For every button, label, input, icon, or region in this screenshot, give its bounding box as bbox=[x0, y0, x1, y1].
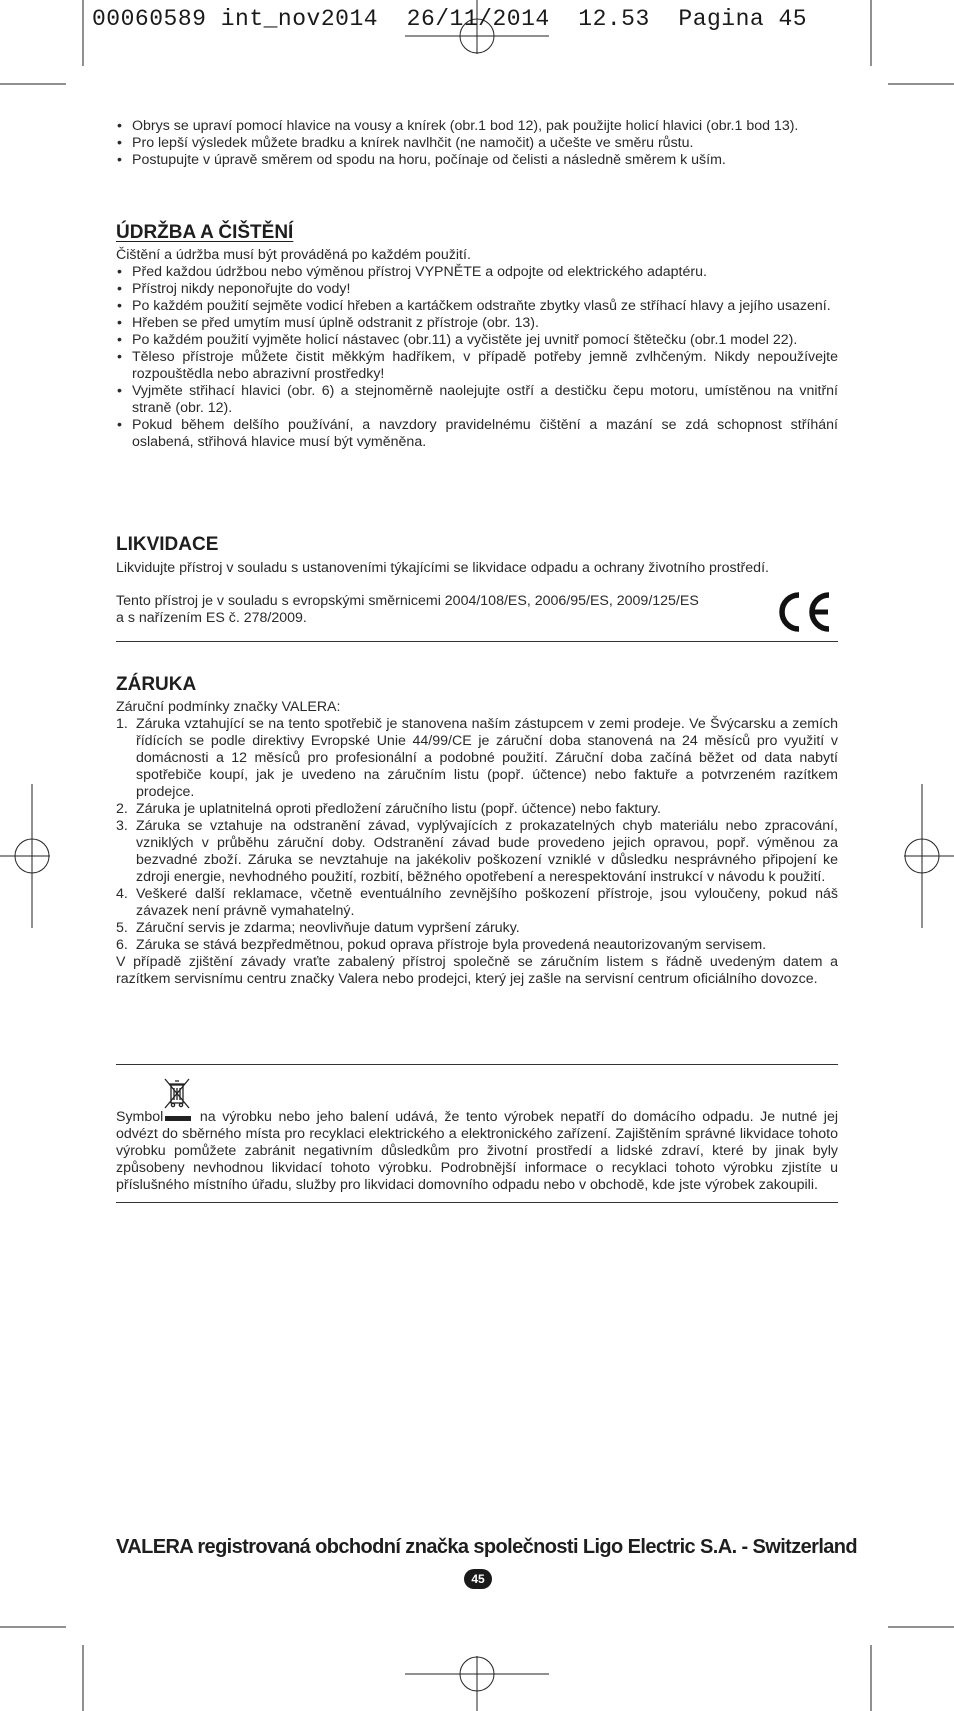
list-number: 3. bbox=[116, 818, 128, 834]
list-item bbox=[116, 801, 838, 818]
list-item: • Před každou údržbou nebo výměnou přístroj VYPNĚTE a odpojte od elektrického adaptéru. bbox=[116, 264, 838, 281]
list-item: • Po každém použití vyjměte holicí nástavec (obr.11) a vyčistěte jej uvnitř pomocí štětečku (obr.1 model 22). bbox=[116, 332, 838, 349]
list-item-text: Záruka se vztahuje na odstranění závad, vyplývajících z prokazatelných chyb materiálu nebo zpracování, vzniklých v průběhu záruční doby. Odstranění závad bude provedeno jejich opravou, popř. výměnou za bezvadné zboží. Záruka se nevztahuje na jakékoliv poškození vzniklé v důsledku nesprávného připojení ke zdroji energie, nevhodného použití, rozbití, běžného opotřebení a nerespektování instrukcí v návodu k použití. bbox=[136, 818, 838, 885]
footer-trademark: VALERA registrovaná obchodní značka společnosti Ligo Electric S.A. - Switzerland bbox=[116, 1536, 858, 1558]
print-slug-line: 00060589 int_nov2014 26/11/2014 12.53 Pagina 45 bbox=[92, 6, 808, 32]
intro-bullet-list bbox=[116, 118, 838, 169]
list-number: 1. bbox=[116, 716, 128, 732]
list-item-text: Záruka vztahující se na tento spotřebič je stanovena naším zástupcem v zemi prodeje. Ve Švýcarsku a zemích řídících se podle direktivy Evropské Unie 44/99/CE je záruční doba stanovená na 24 měsíců pro využití v domácnosti a 12 měsíců pro profesionální a podobné použití. Záruční doba začíná běžet od data nabytí spotřebiče koupí, jak je uvedeno na záručním listu (popř. účtence) nebo faktuře a potvrzeném razítkem prodejce. bbox=[136, 716, 838, 800]
compliance-line-2: a s nařízením ES č. 278/2009. bbox=[116, 610, 307, 626]
list-item-text: Záruční servis je zdarma; neovlivňuje datum vypršení záruky. bbox=[136, 920, 520, 936]
maintenance-intro: Čištění a údržba musí být prováděná po každém použití. bbox=[116, 247, 471, 263]
list-number: 6. bbox=[116, 937, 128, 953]
section-title-disposal: LIKVIDACE bbox=[116, 534, 219, 555]
divider bbox=[116, 1064, 838, 1065]
section-title-warranty: ZÁRUKA bbox=[116, 674, 197, 695]
list-item bbox=[116, 920, 838, 937]
divider bbox=[116, 641, 838, 642]
weee-text bbox=[116, 1109, 838, 1194]
list-item bbox=[116, 937, 838, 954]
list-item: • Pokud během delšího používání, a navzdory pravidelnému čištění a mazání se zdá schopnost stříhání oslabená, střihová hlavice musí být vyměněna. bbox=[116, 417, 838, 451]
list-item: • Přístroj nikdy neponořujte do vody! bbox=[116, 281, 838, 298]
ce-mark-icon bbox=[774, 589, 834, 635]
section-title-maintenance: ÚDRŽBA A ČIŠTĚNÍ bbox=[116, 222, 294, 243]
bin-bar-icon bbox=[163, 1112, 193, 1122]
compliance-line-1: Tento přístroj je v souladu s evropskými směrnicemi 2004/108/ES, 2006/95/ES, 2009/125/ES bbox=[116, 593, 699, 609]
disposal-text: Likvidujte přístroj v souladu s ustanoveními týkajícími se likvidace odpadu a ochrany životního prostředí. bbox=[116, 560, 769, 576]
compliance-block bbox=[116, 593, 838, 641]
list-item-text: Záruka je uplatnitelná oproti předložení záručního listu (popř. účtence) nebo faktury. bbox=[136, 801, 661, 817]
warranty-closing: V případě zjištění závady vraťte zabalený přístroj společně se záručním listem s řádně uvedeným datem a razítkem servisnímu centru značky Valera nebo prodejci, který jej zašle na servisní centrum oficiálního dovozce. bbox=[116, 954, 838, 987]
list-item: • Vyjměte střihací hlavici (obr. 6) a stejnoměrně naolejujte ostří a destičku čepu motoru, umístěnou na vnitřní straně (obr. 12). bbox=[116, 383, 838, 417]
list-item bbox=[116, 716, 838, 801]
weee-section bbox=[116, 1064, 838, 1203]
symbol-word: Symbol bbox=[116, 1109, 164, 1125]
warranty-numbered-list bbox=[116, 716, 838, 954]
disposal-section bbox=[116, 534, 838, 642]
weee-body: na výrobku nebo jeho balení udává, že tento výrobek nepatří do domácího odpadu. Je nutné jej odvézt do sběrného místa pro recyklaci elektrického a elektronického zařízení. Zajištěním správné likvidace tohoto výrobku pomůžete zabránit negativním důsledkům pro životní prostředí a lidské zdraví, které by jinak byly způsobeny nevhodnou likvidací tohoto výrobku. Podrobnější informace o recyklaci tohoto výrobku zjistíte u příslušného místního úřadu, služby pro likvidaci domovního odpadu nebo v obchodě, kde jste výrobek zakoupili. bbox=[116, 1109, 838, 1193]
maintenance-section bbox=[116, 222, 838, 451]
warranty-section bbox=[116, 674, 838, 988]
warranty-intro: Záruční podmínky značky VALERA: bbox=[116, 699, 341, 715]
list-item: • Hřeben se před umytím musí úplně odstranit z přístroje (obr. 13). bbox=[116, 315, 838, 332]
list-item bbox=[116, 886, 838, 920]
crossed-bin-icon bbox=[162, 1077, 192, 1111]
list-number: 2. bbox=[116, 801, 128, 817]
list-number: 5. bbox=[116, 920, 128, 936]
list-item-text: Záruka se stává bezpředmětnou, pokud oprava přístroje byla provedená neautorizovaným servisem. bbox=[136, 937, 767, 953]
divider bbox=[116, 1202, 838, 1203]
intro-section bbox=[116, 118, 838, 169]
list-item: • Pro lepší výsledek můžete bradku a knírek navlhčit (ne namočit) a učešte ve směru růstu. bbox=[116, 135, 838, 152]
page-number-badge: 45 bbox=[464, 1569, 492, 1589]
list-item: • Po každém použití sejměte vodicí hřeben a kartáčkem odstraňte zbytky vlasů ze stříhací hlavy a jejího usazení. bbox=[116, 298, 838, 315]
maintenance-bullet-list bbox=[116, 264, 838, 451]
list-item: • Těleso přístroje můžete čistit měkkým hadříkem, v případě potřeby jemně zvlhčeným. Nikdy nepoužívejte rozpouštědla nebo abrazivní prostředky! bbox=[116, 349, 838, 383]
list-item: • Obrys se upraví pomocí hlavice na vousy a knírek (obr.1 bod 12), pak použijte holicí hlavici (obr.1 bod 13). bbox=[116, 118, 838, 135]
list-item: • Postupujte v úpravě směrem od spodu na horu, počínaje od čelisti a následně směrem k uším. bbox=[116, 152, 838, 169]
list-item bbox=[116, 818, 838, 886]
list-number: 4. bbox=[116, 886, 128, 902]
list-item-text: Veškeré další reklamace, včetně eventuálního zevnějšího poškození přístroje, jsou vyloučeny, pokud náš závazek není právně vymahatelný. bbox=[136, 886, 838, 919]
